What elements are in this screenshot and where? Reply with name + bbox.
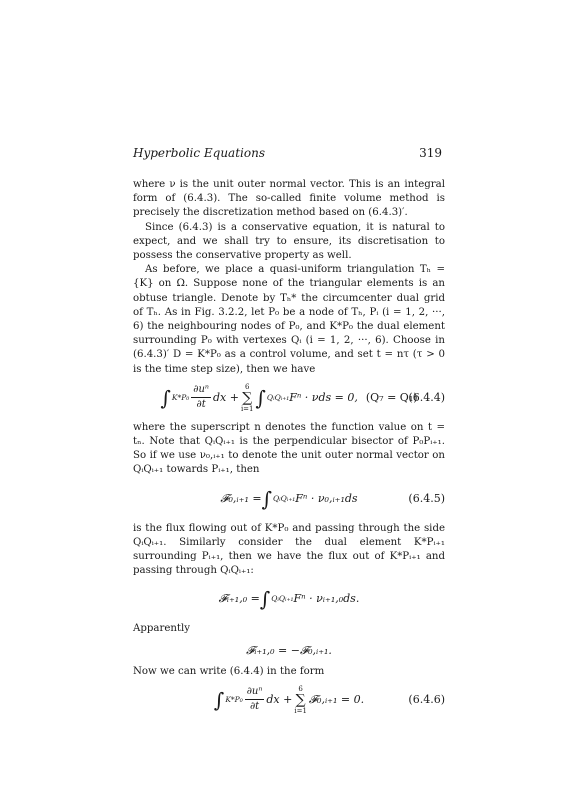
paragraph: Since (6.4.3) is a conservative equation, it is natural to expect, and we shall try to ensure, its discretisation to possess the conservative property as well.: [133, 221, 445, 262]
equation-6-4-6: [133, 683, 445, 717]
equation-number: (6.4.4): [408, 390, 445, 404]
equation-rhs: 𝓕₀,ᵢ₊₁ = 0.: [308, 692, 365, 706]
dx-term: dx +: [212, 390, 239, 404]
paragraph: Now we can write (6.4.4) in the form: [133, 665, 325, 677]
equation-rhs: Fⁿ · ν₀,ᵢ₊₁ds: [295, 491, 358, 505]
equation-6-4-5: [133, 482, 445, 516]
equation-text: 𝓕ᵢ₊₁,₀ = −𝓕₀,ᵢ₊₁.: [246, 643, 332, 657]
page-number: 319: [419, 146, 442, 160]
integral-sign: ∫: [255, 385, 266, 410]
integral-domain: K*P₀: [225, 694, 243, 704]
equation-6-4-4: [133, 381, 445, 415]
fraction: $\frac{\text{∂uⁿ}}{\partial t}$: [193, 384, 209, 411]
integral-domain: QᵢQᵢ₊₁: [273, 493, 296, 503]
integral-sign: ∫: [213, 687, 225, 712]
summation: 6 ∑ i=1: [294, 684, 307, 715]
equation-lhs: 𝓕ᵢ₊₁,₀ =: [218, 592, 260, 606]
integral-sign: ∫: [261, 486, 272, 511]
paragraph: Apparently: [133, 623, 191, 635]
summation: 6 ∑ i=1: [240, 382, 254, 413]
equation-antisymmetry: [133, 641, 445, 661]
equation-lhs: 𝓕₀,ᵢ₊₁ =: [220, 491, 262, 505]
integral-domain: K*P₀: [171, 392, 190, 402]
integral-domain: QᵢQᵢ₊₁: [266, 392, 290, 402]
integral-sign: ∫: [259, 587, 271, 612]
integral-sign: ∫: [160, 385, 171, 410]
page-body: [133, 178, 445, 723]
paragraph: As before, we place a quasi-uniform triangulation Tₕ = {K} on Ω. Suppose none of the triangular elements is an obtuse triangle. Denote by Tₕ* the circumcenter dual grid of Tₕ. As in Fig. 3.2.2, let P₀ be a node of Tₕ, Pᵢ (i = 1, 2, ···, 6) the neighbouring nodes of P₀, and K*P₀ the dual element surrounding P₀ with vertexes Qᵢ (i = 1, 2, ···, 6). Choose in (6.4.3)′ D = K*P₀ as a control volume, and set t = nτ (τ > 0 is the time step size), then we have: [133, 264, 445, 375]
equation-rhs: Fⁿ · νᵢ₊₁,₀ds.: [293, 592, 360, 606]
running-header-title: Hyperbolic Equations: [133, 146, 265, 160]
equation-number: (6.4.6): [408, 692, 445, 706]
paragraph: where ν is the unit outer normal vector. This is an integral form of (6.4.3). The so-called finite volume method is precisely the discretization method based on (6.4.3)′.: [133, 179, 445, 219]
equation-condition: (Q₇ = Q₁): [365, 390, 418, 404]
equation-flux-out: [133, 582, 445, 616]
equation-rhs: Fⁿ · νds = 0,: [289, 390, 358, 404]
paragraph: is the flux flowing out of K*P₀ and passing through the side QᵢQᵢ₊₁. Similarly consider the dual element K*Pᵢ₊₁ surrounding Pᵢ₊₁, then we have the flux out of K*Pᵢ₊₁ and passing through QᵢQᵢ₊₁:: [133, 522, 445, 577]
equation-number: (6.4.5): [408, 491, 445, 505]
dx-term: dx +: [266, 692, 293, 706]
fraction: $\frac{\text{∂uⁿ}}{\partial t}$: [246, 686, 263, 713]
integral-domain: QᵢQᵢ₊₁: [271, 594, 294, 604]
paragraph: where the superscript n denotes the function value on t = tₙ. Note that QᵢQᵢ₊₁ is the perpendicular bisector of P₀Pᵢ₊₁. So if we use ν₀,ᵢ₊₁ to denote the unit outer normal vector on QᵢQᵢ₊₁ towards Pᵢ₊₁, then: [133, 421, 445, 476]
